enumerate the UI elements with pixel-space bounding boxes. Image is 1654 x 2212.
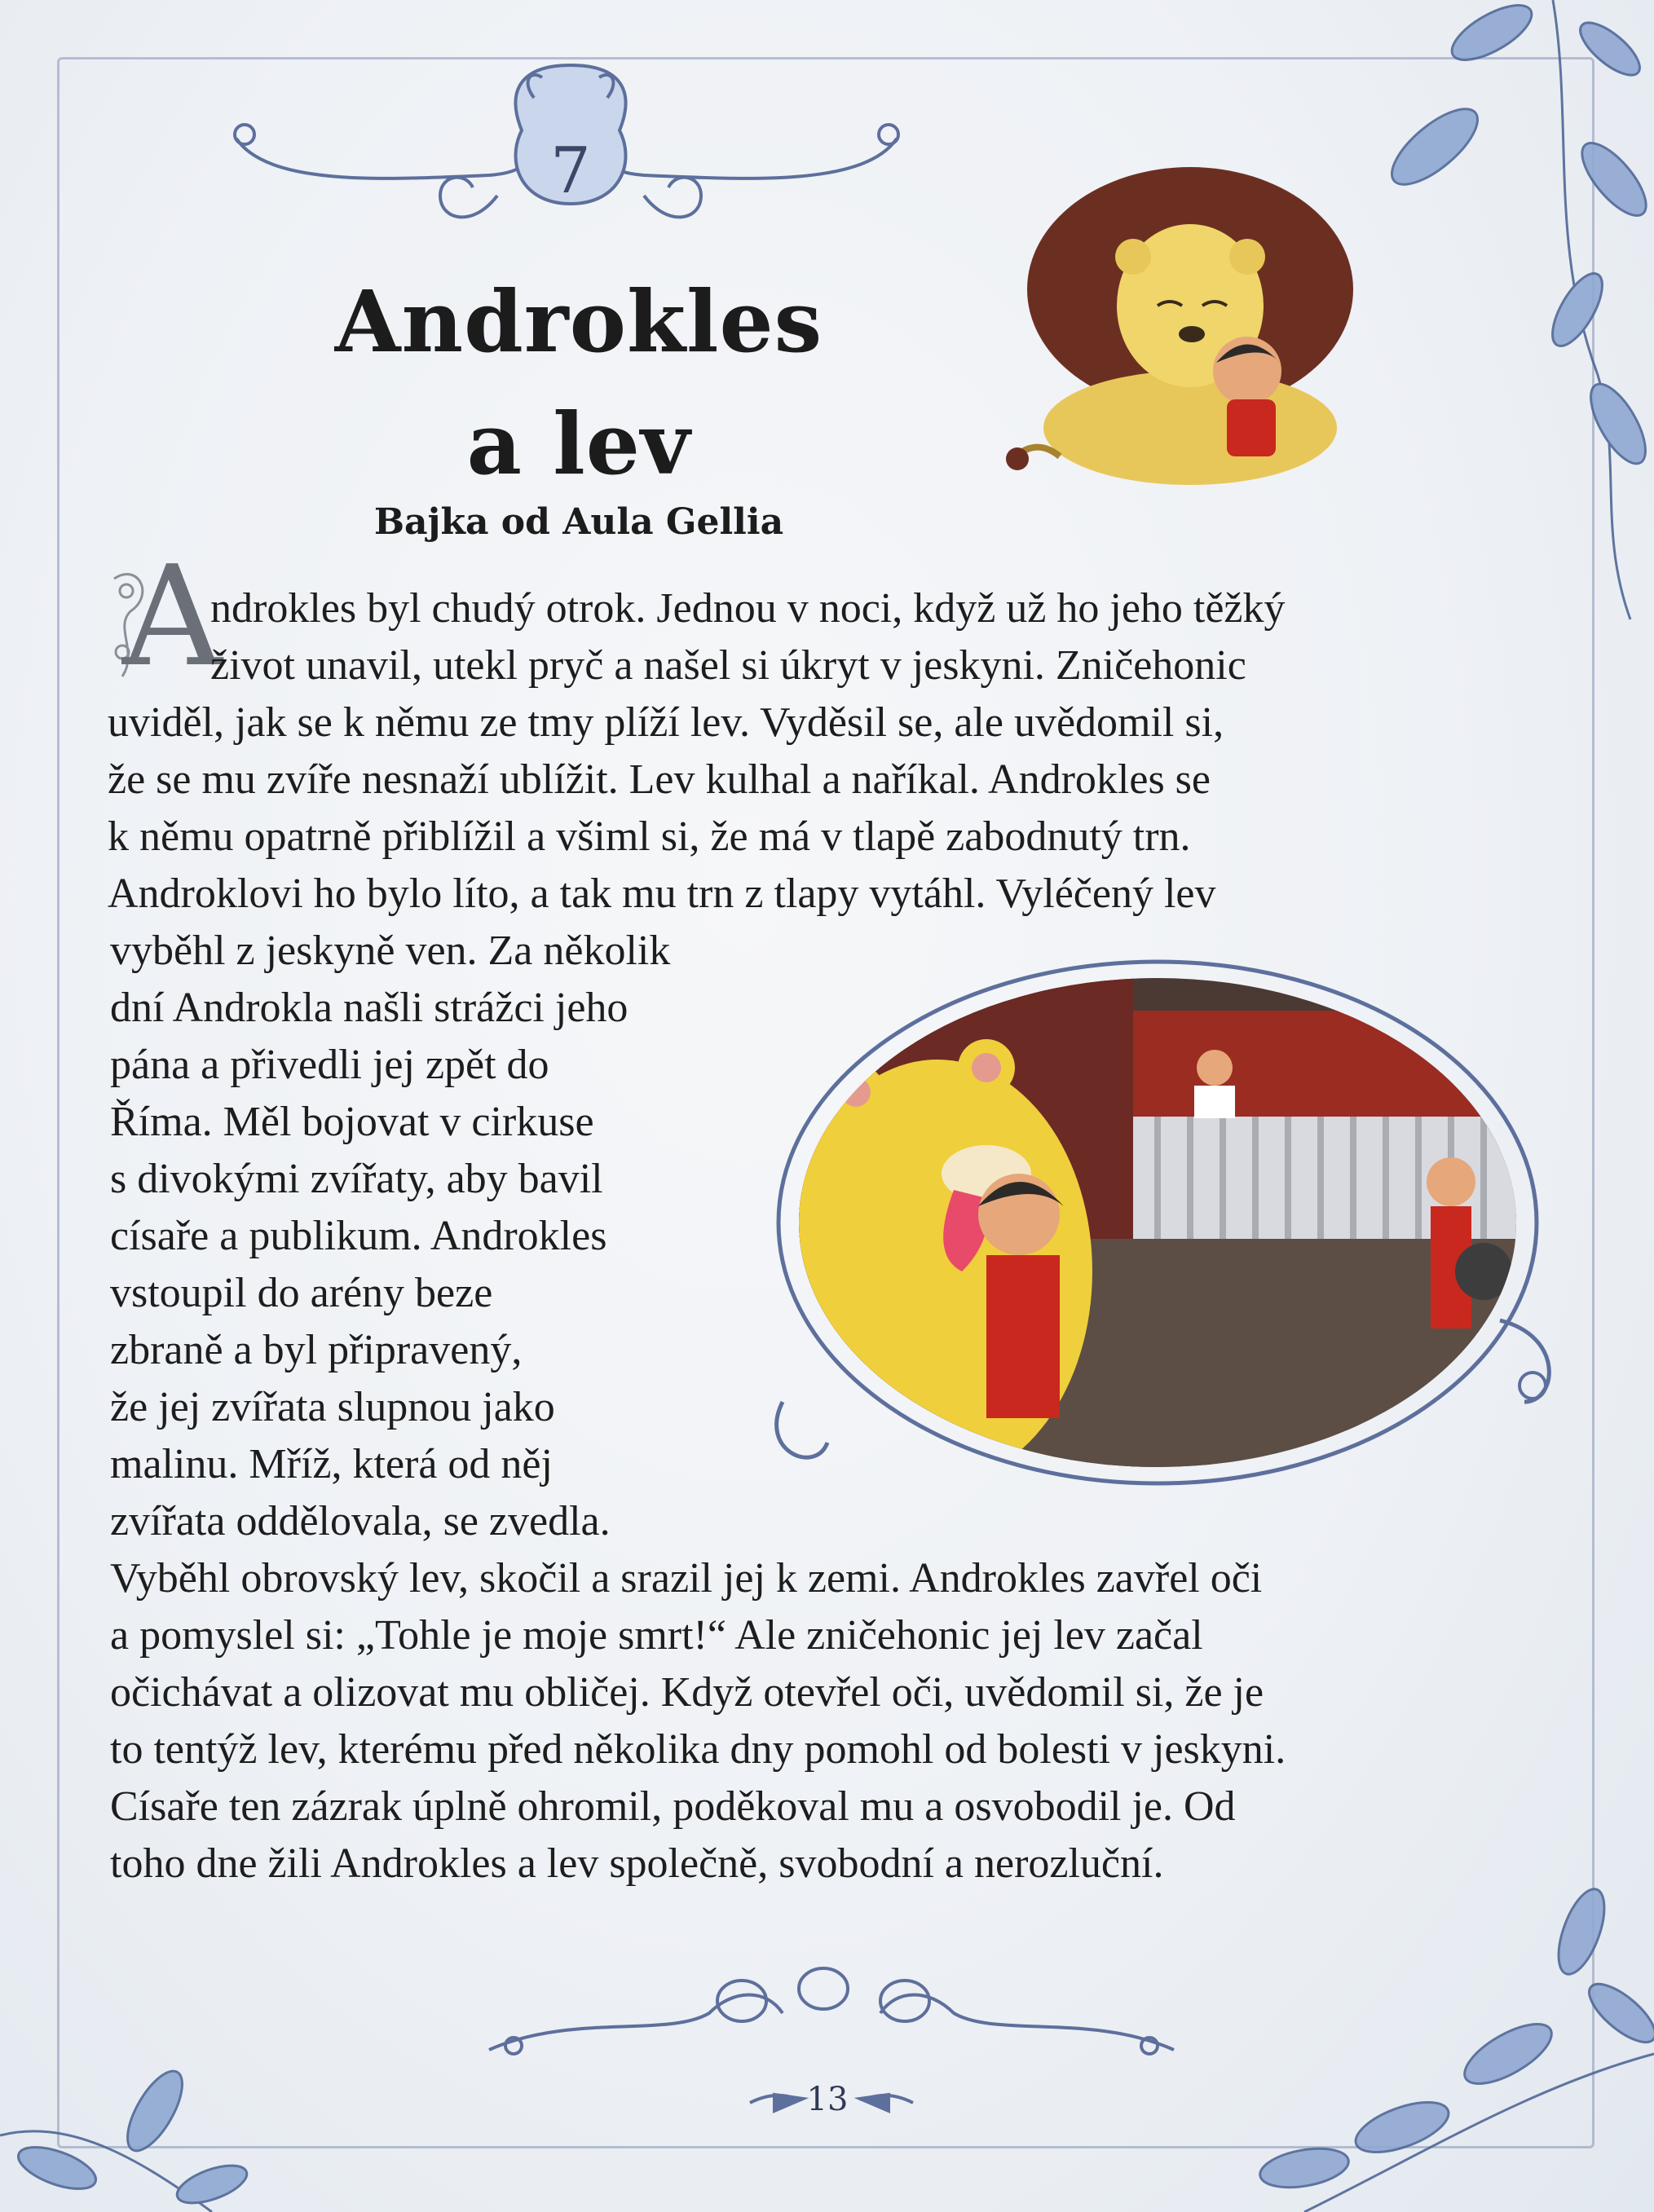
vine-bottom-right-icon (1257, 1884, 1654, 2212)
story-subtitle: Bajka od Aula Gellia (373, 501, 784, 543)
story-line: dní Androkla našli strážci jeho (110, 985, 629, 1031)
story-line: zbraně a byl připravený, (110, 1327, 523, 1373)
story-line: zvířata oddělovala, se zvedla. (110, 1498, 611, 1544)
gladiator-icon (1427, 1157, 1475, 1206)
story-line: vstoupil do arény beze (110, 1270, 493, 1316)
story-line: očichávat a olizovat mu obličej. Když otevřel oči, uvědomil si, že je (110, 1669, 1264, 1716)
vine-bottom-left-icon (0, 2063, 251, 2212)
story-line: že se mu zvíře nesnaží ublížit. Lev kulhal a naříkal. Androkles se (108, 756, 1211, 803)
story-line: malinu. Mříž, která od něj (110, 1441, 553, 1487)
story-line: a pomyslel si: „Tohle je moje smrt!“ Ale zničehonic jej lev začal (110, 1612, 1203, 1659)
lion-hug-illustration (1003, 167, 1378, 493)
drop-cap: A (106, 562, 204, 685)
story-line: Androklovi ho bylo líto, a tak mu trn z tlapy vytáhl. Vyléčený lev (108, 870, 1216, 917)
story-line: ndrokles byl chudý otrok. Jednou v noci, když už ho jeho těžký (210, 585, 1286, 632)
emperor-icon (1197, 1050, 1233, 1086)
story-line: toho dne žili Androkles a lev společně, svobodní a nerozluční. (110, 1840, 1164, 1887)
story-title (293, 261, 864, 505)
story-line: k němu opatrně přiblížil a všiml si, že má v tlapě zabodnutý trn. (108, 813, 1191, 860)
vine-top-right-icon (1380, 0, 1654, 619)
story-line: pána a přivedli jej zpět do (110, 1042, 549, 1088)
story-line: vyběhl z jeskyně ven. Za několik (110, 928, 671, 974)
chapter-number: 7 (550, 134, 591, 208)
story-line: to tentýž lev, kterému před několika dny pomohl od bolesti v jeskyni. (110, 1726, 1286, 1773)
story-line: s divokými zvířaty, aby bavil (110, 1156, 603, 1202)
story-line: uviděl, jak se k němu ze tmy plíží lev. Vyděsil se, ale uvědomil si, (108, 699, 1224, 746)
title-line-2: a lev (466, 394, 691, 494)
story-line: že jej zvířata slupnou jako (110, 1384, 555, 1430)
title-line-1: Androkles (334, 271, 823, 372)
story-line: Říma. Měl bojovat v cirkuse (110, 1099, 594, 1145)
story-line: Vyběhl obrovský lev, skočil a srazil jej k zemi. Androkles zavřel oči (110, 1555, 1263, 1602)
story-line: císaře a publikum. Androkles (110, 1213, 607, 1259)
story-line: život unavil, utekl pryč a našel si úkryt v jeskyni. Zničehonic (210, 642, 1246, 689)
page-number: 13 (806, 2081, 849, 2118)
arena-illustration (750, 945, 1573, 1500)
story-line: Císaře ten zázrak úplně ohromil, poděkoval mu a osvobodil je. Od (110, 1783, 1236, 1830)
